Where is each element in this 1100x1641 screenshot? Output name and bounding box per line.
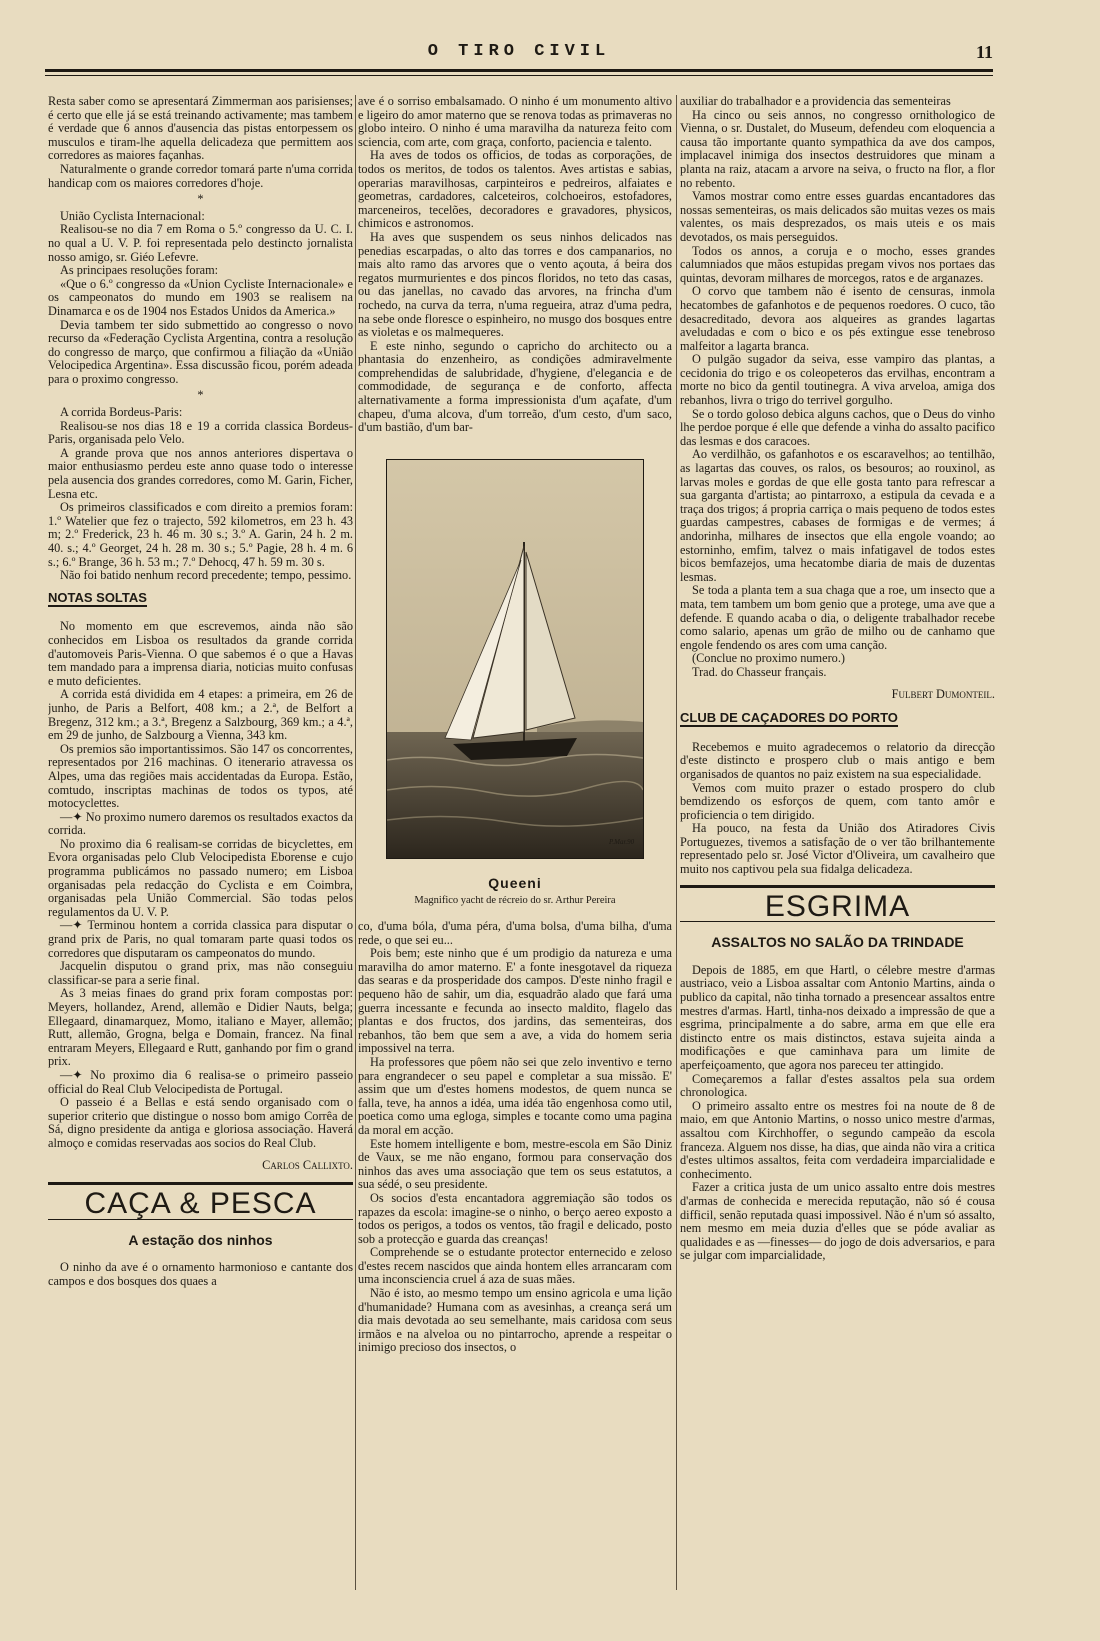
- header-rule-thick: [45, 69, 993, 72]
- paragraph: Não foi batido nenhum record precedente; tempo, pessimo.: [60, 568, 352, 583]
- paragraph: Todos os annos, a coruja e o mocho, esses grandes calumniados que mãos estupidas pregam vivos nos portaes das quintas, devoram milhares de morcegos, ratos e de arganazes.: [680, 243, 995, 285]
- column-right: [680, 95, 995, 1590]
- paragraph: ave é o sorriso embalsamado. O ninho é um monumento altivo e ligeiro do amor materno que se renova todas as primaveras no globo inteiro. O ninho é uma maravilha da natureza feito com sciencia, com arte, com graça, conforto, paciencia e talento.: [358, 95, 672, 149]
- paragraph: Jacquelin disputou o grand prix, mas não conseguiu classificar-se para a serie final.: [48, 959, 353, 987]
- article-subtitle: ASSALTOS NO SALÃO DA TRINDADE: [711, 934, 964, 951]
- column-divider: [676, 95, 677, 1590]
- paragraph: Se toda a planta tem a sua chaga que a roe, um insecto que a mata, tem tambem um bom genio que a protege, uma ave que a defende. E quando acaba o dia, o deligente trabalhador recebe como salario, apenas um grão de milho ou de canhamo que engole fendendo os ares com uma canção.: [680, 583, 995, 652]
- paragraph: Ha aves de todos os officios, de todas as corporações, de todos os meritos, de todos os talentos. Aves artistas e sabias, operarias maravilhosas, carpinteiros e pedreiros, alfaiates e geometras, cardadores, calceteiros, colchoeiros, estofadores, marceneiros, tecelões, decoradores e gravadores, physicos, chimicos e astronomos.: [358, 148, 672, 231]
- paragraph: As principaes resoluções foram:: [60, 263, 219, 278]
- paragraph: Recebemos e muito agradecemos o relatorio da direcção d'este distincto e prospero club o mais antigo e bem organisados de quantos no paiz existem na sua especialidade.: [680, 739, 995, 781]
- paragraph: Se o tordo goloso debica alguns cachos, que o Deus do vinho lhe perdoe porque é elle que defende a vinha do assalto pacifico das lesmas e dos caracoes.: [680, 406, 995, 448]
- page-header: [45, 42, 993, 62]
- paragraph: O ninho da ave é o ornamento harmonioso e cantante dos campos e dos bosques dos quaes a: [48, 1260, 353, 1288]
- masthead: O TIRO CIVIL: [427, 42, 611, 61]
- photo-caption: Magnifico yacht de récreio do sr. Arthur Pereira: [414, 895, 616, 907]
- paragraph: E este ninho, segundo o capricho do architecto ou a phantasia do enzenheiro, as condições admiravelmente comprehendidas de salubridade, d'hygiene, d'elegancia e de commodidade, de segurança e de conforto, affecta alternativamente a forma impressionista d'um açafate, d'um chapeu, d'uma alcova, d'um torreão, d'um cesto, d'um saco, d'um bastião, d'um bar-: [358, 338, 672, 435]
- paragraph: As 3 meias finaes do grand prix foram compostas por: Meyers, hollandez, Arend, allemão e Didier Nauts, belga; Ellegaard, dinamarquez, Momo, italiano e Mayer, allemão; Rutt, allemão, Grogna, belga e Domain, francez. Na final entraram Meyers, Ellegaard e Rutt, ganhando por fim o grand prix.: [48, 986, 353, 1069]
- paragraph: Pois bem; este ninho que é um prodigio da natureza e uma maravilha do amor materno. E' a fonte inesgotavel da riqueza das searas e da prosperidade dos campos. D'este ninho fragil e pequeno hão de sahir, um dia, esquadrão alado que fará uma guerra incessante e fecunda ao insecto maldito, flagelo das plantas e dos fructos, dos jardins, das sementeiras, dos rebanhos, tão bem que sem a ave, a vida do homem seria impossivel na terra.: [358, 946, 672, 1056]
- paragraph: Ha cinco ou seis annos, no congresso ornithologico de Vienna, o sr. Dustalet, do Museum, defendeu com eloquencia a causa tão importante quanto sympathica da ave dos campos, implacavel inimiga dos insectos destruidores que minam a planta na raiz, atacam a arvore na seiva, o fructo na flor, a flor no rebento.: [680, 107, 995, 190]
- paragraph: Este homem intelligente e bom, mestre-escola em São Diniz de Vaux, se me não engano, formou para conservação dos ninhos das aves uma associação que tem os seus estatutos, a sua sédé, o seu presidente.: [358, 1136, 672, 1192]
- paragraph: Resta saber como se apresentará Zimmerman aos parisienses; é certo que elle já se está treinando activamente; mas tambem é verdade que 6 annos d'ausencia das pistas entorpessem os musculos e tiram-lhe aquella delicadeza que permittem aos corredores as maiores façanhas.: [48, 95, 353, 163]
- translation-credit: Trad. do Chasseur français.: [692, 664, 827, 679]
- paragraph: —✦ Terminou hontem a corrida classica para disputar o grand prix de Paris, no qual tomaram parte quasi todos os corredores que disputaram os campeonatos do mundo.: [48, 918, 353, 960]
- paragraph: Os primeiros classificados e com direito a premios foram: 1.º Watelier que fez o trajecto, 592 kilometros, em 23 h. 43 m; 2.º Frederick, 23 h. 46 m. 30 s.; 3.º A. Garin, 24 h. 2 m. 40. s.; 4.º Georget, 24 h. 28 m. 30 s.; 5.º Pagie, 28 h. 4 m. 6 s.; 6.º Brange, 36 h. 53 m.; 7.º Dehocq, 47 h. 59 m. 30 s.: [48, 500, 353, 569]
- paragraph: União Cyclista Internacional:: [60, 208, 205, 223]
- paragraph: Realisou-se no dia 7 em Roma o 5.º congresso da U. C. I. no qual a U. V. P. foi representada pelo destincto jornalista nosso amigo, sr. Giéo Lefevre.: [48, 222, 353, 264]
- paragraph: No proximo dia 6 realisam-se corridas de bicyclettes, em Evora organisadas pelo Club Velocipedista Eborense e cujo programma publicámos no passado numero; em Lisboa organisadas pela redacção do Cyclista e em Coimbra, organisadas pela União Commercial. São todas pelos regulamentos da U. V. P.: [48, 836, 353, 919]
- paragraph: Vamos mostrar como entre esses guardas encantadores das nossas sementeiras, os mais delicados são muitas vezes os mais valentes, os mais desprezados, os mais uteis e os mais devotados, os mais perseguidos.: [680, 189, 995, 244]
- paragraph: Começaremos a fallar d'estes assaltos pela sua ordem chronologica.: [680, 1071, 995, 1100]
- page-number: 11: [975, 42, 993, 62]
- paragraph: O primeiro assalto entre os mestres foi na noute de 8 de maio, em que Antonio Martins, o nosso unico mestre d'armas, assaltou com Kirchhoffer, o segundo campeão da escola franceza. Alguem nos disse, ha dias, que ainda não vira a critica d'estes ultimos assaltos, feita com verdadeira imparcialidade e conhecimento.: [680, 1098, 995, 1181]
- paragraph: O corvo que tambem não é isento de censuras, inmola hecatombes de gafanhotos e de pequenos roedores. O cuco, tão desacreditado, devora aos alqueires as grandes lagartas aveludadas e com o bico e os pés extingue esse tenebroso malfeitor a lagarta branca.: [680, 284, 995, 353]
- section-title-caca-pesca: CAÇA & PESCA: [48, 1182, 353, 1220]
- section-title-esgrima: ESGRIMA: [680, 885, 995, 923]
- section-heading-text: NOTAS SOLTAS: [48, 589, 147, 605]
- photo-caption-title: Queeni: [488, 874, 542, 891]
- paragraph: O passeio é a Bellas e está sendo organisado com o superior criterio que distingue o nosso bom amigo Corrêa de Sá, digno presidente da antiga e gloriosa associação. Haverá almoço e comidas reservadas aos socios do Real Club.: [48, 1095, 353, 1150]
- column-middle: [358, 95, 672, 1590]
- paragraph: Comprehende se o estudante protector enternecido e zeloso d'estes recem nascidos que ainda hontem elles arrancaram com uma inconsciencia cruel á aza de suas mães.: [358, 1245, 672, 1287]
- paragraph: Realisou-se nos dias 18 e 19 a corrida classica Bordeus-Paris, organisada pelo Velo.: [48, 418, 353, 447]
- paragraph: «Que o 6.º congresso da «Union Cycliste Internacionale» e os campeonatos do mundo em 1903 se realisem na Dinamarca e os de 1904 nos Estados Unidos da America.»: [48, 276, 353, 318]
- paragraph: Ha pouco, na festa da União dos Atiradores Civis Portuguezes, tivemos a satisfação de o ver tão brilhantemente representado pelo sr. José Victor d'Oliveira, um cavalheiro que muito nos captivou pela sua fidalga delicadeza.: [680, 821, 995, 877]
- paragraph: Vemos com muito prazer o estado prospero do club bemdizendo os esforços de quem, com tanto amôr e proficiencia o tem dirigido.: [680, 780, 995, 822]
- paragraph: Devia tambem ter sido submettido ao congresso o novo recurso da «Federação Cyclista Argentina, contra a resolução do congresso de março, que confirmou a filiação da «União Velocipedica Argentina». Essa discussão ficou, porém adeada para o proximo congresso.: [48, 317, 353, 386]
- paragraph: O pulgão sugador da seiva, esse vampiro das plantas, a cecidonia do trigo e os coleopeteros das ervilhas, encontram a morte no bico da gentil toutinegra. A viva arveloa, amiga dos rebanhos, livra o trigo do terrivel gorgulho.: [680, 352, 995, 408]
- paragraph: —✦ No proximo dia 6 realisa-se o primeiro passeio official do Real Club Velocipedista de Portugal.: [48, 1067, 353, 1096]
- header-rule-thin: [45, 75, 993, 76]
- section-heading-text: CLUB DE CAÇADORES DO PORTO: [680, 710, 898, 726]
- article-subtitle: A estação dos ninhos: [128, 1231, 273, 1248]
- paragraph: auxiliar do trabalhador e a providencia das sementeiras: [680, 95, 951, 108]
- paragraph: A corrida está dividida em 4 etapes: a primeira, em 26 de junho, de Paris a Belfort, 408 km.; a 2.ª, de Belfort a Bregenz, 312 km.; a 3.ª, Bregenz a Salzbourg, 369 km.; a 4.ª, em 29 de junho, de Salzbourg a Vienna, 343 km.: [48, 687, 353, 743]
- paragraph: —✦ No proximo numero daremos os resultados exactos da corrida.: [48, 809, 353, 838]
- column-divider: [355, 95, 356, 1590]
- paragraph: Fazer a critica justa de um unico assalto entre dois mestres d'armas de conhecida e merecida reputação, não só é cousa difficil, senão reputada quasi impossivel. Não é n'um só assalto, nem mesmo em meia duzia d'elles que se póde avaliar as qualidades e as —finesses— do jogo de dois adversarios, e para se julgar com imparcialidade,: [680, 1180, 995, 1263]
- photo-signature: P.Mar.90: [609, 837, 635, 846]
- paragraph: Os premios são importantissimos. São 147 os concorrentes, representados por 216 machinas. O itenerario atravessa os Alpes, uma das regiões mais accidentadas da Europa. Estão, comtudo, inscriptas machinas de todos os typos, até motocyclettes.: [48, 741, 353, 811]
- paragraph: Ha professores que pôem não sei que zelo inventivo e terno para engrandecer o seu papel e completar a sua missão. E' assim que um d'estes homens modestos, de quem nunca se falla, teve, ha annos a idéa, uma idéa tão engenhosa como util, poetica como uma egloga, simples e tocante como uma pagina da moral em acção.: [358, 1054, 672, 1137]
- column-left: [48, 95, 353, 1590]
- author-signature: Fulbert Dumonteil.: [891, 686, 995, 701]
- paragraph: co, d'uma bóla, d'uma péra, d'uma bolsa, d'uma bilha, d'uma rede, o que sei eu...: [358, 919, 672, 947]
- separator-star: *: [197, 192, 204, 207]
- paragraph: A corrida Bordeus-Paris:: [60, 405, 183, 420]
- sailboat-photo: [386, 459, 644, 859]
- photo-figure: [358, 459, 672, 908]
- section-heading: [48, 591, 353, 605]
- section-heading: [680, 711, 995, 725]
- paragraph: Ha aves que suspendem os seus ninhos delicados nas penedias escarpadas, o alto das torres e dos campanarios, no mais alto ramo das arvores que o vento açouta, á beira dos regatos murmurientes e dos pincos floridos, no teto das casas, ou das janellas, no cavado das arvores, na frincha d'um rochedo, na curva da terra, n'uma regueira, atraz d'uma pedra, na sebe onde floresce o espinheiro, no musgo dos bosques entre as violetas e os malmequeres.: [358, 229, 672, 340]
- paragraph: A grande prova que nos annos anteriores dispertava o maior enthusiasmo perdeu este anno quase todo o interesse pela ausencia dos grandes corredores, como M. Garin, Ficher, Lesna etc.: [48, 445, 353, 501]
- paragraph: Não é isto, ao mesmo tempo um ensino agricola e uma lição d'humanidade? Humana com as avesinhas, a creança será um dia mais devotada ao seu semelhante, mais caridosa com seus irmãos e na alveloa ou no pintarrocho, aprende a respeitar o inimigo precioso dos insectos, o: [358, 1286, 672, 1355]
- paragraph: Naturalmente o grande corredor tomará parte n'uma corrida handicap com os maiores corredores d'hoje.: [48, 161, 353, 190]
- separator-star: *: [197, 388, 204, 403]
- author-signature: Carlos Callixto.: [262, 1157, 353, 1172]
- paragraph: Ao verdilhão, os gafanhotos e os escaravelhos; ao tentilhão, as lagartas das couves, os ralos, os besouros; ao rouxinol, as larvas moles e gordas de que elle gosta tanto para refrescar a sua garganta d'artista; ao pintarroxo, a estipula da cevada e a traça dos trigos; á propria carriça o mais pequeno de todos estes guardas campestres, cabases de formigas e de vermes; á andorinha, milhares de insectos que ella engole voando; ao estorninho, emfim, talvez o mais infatigavel de todos estes bicos bemfazejos, uma hecatombe diaria de mais de duzentas lesmas.: [680, 447, 995, 584]
- paragraph: Os socios d'esta encantadora aggremiação são todos os rapazes da escola: imagine-se o ninho, o berço aereo exposto a todos os perigos, a todos os ventos, tão fragil e delicado, posto sob a protecção e guarda das creanças!: [358, 1190, 672, 1246]
- paragraph: Depois de 1885, em que Hartl, o célebre mestre d'armas austriaco, veio a Lisboa assaltar com Antonio Martins, ainda o publico da capital, não tinha tornado a presencear assaltos entre mestres d'armas. Hartl, tinha-nos deixado a impressão de que a esgrima, principalmente a do sabre, arma em que elle era distincto entre os mais distinctos, estava sujeita ainda a modificações e que caminhava para um limite de aperfeiçoamento, que agora nos pareceu ter attingido.: [680, 962, 995, 1072]
- continuation-note: (Conclue no proximo numero.): [692, 651, 845, 666]
- paragraph: No momento em que escrevemos, ainda não são conhecidos em Lisboa os resultados da grande corrida d'automoveis Paris-Vienna. O que sabemos é o que a Havas tem mandado para a imprensa diaria, noticias muito confusas e muto deficientes.: [48, 619, 353, 688]
